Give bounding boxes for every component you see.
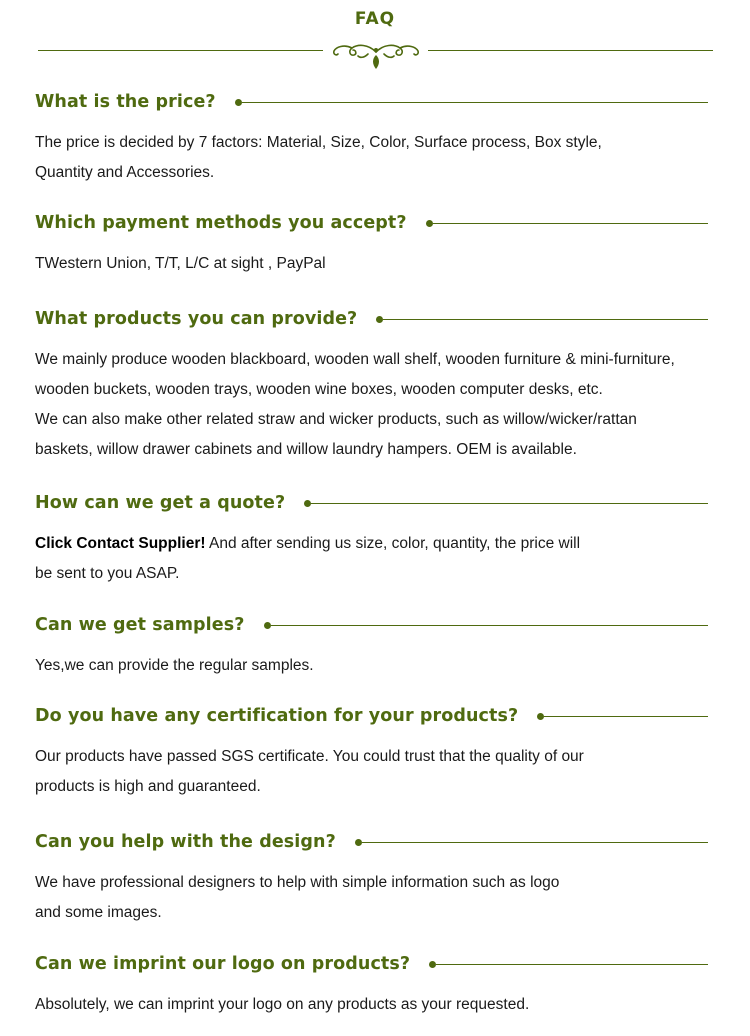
answer-text [35,249,750,279]
question-divider [544,716,708,717]
answer-line: TWestern Union, T/T, L/C at sight , PayPal [35,255,326,272]
answer-line: We have professional designers to help with simple information such as logo [35,874,560,891]
question-divider [362,842,708,843]
bullet-dot-icon [426,220,433,227]
answer-text [35,345,750,465]
question-row [35,952,750,976]
answer-line: We mainly produce wooden blackboard, wooden wall shelf, wooden furniture & mini-furniture, [35,351,675,368]
answer-text [35,742,750,802]
contact-supplier-link[interactable]: Click Contact Supplier! [35,535,206,552]
question-text: Can we get samples? [35,615,245,635]
header-divider-right [428,50,713,51]
bullet-dot-icon [264,622,271,629]
faq-item [35,90,750,188]
question-text: How can we get a quote? [35,493,286,513]
faq-item [35,491,750,589]
faq-item [35,613,750,681]
bullet-dot-icon [376,316,383,323]
question-row [35,491,750,515]
question-text: What is the price? [35,92,216,112]
faq-header [0,0,750,80]
faq-item [35,307,750,465]
answer-text [35,529,750,589]
answer-text [35,128,750,188]
faq-item [35,211,750,279]
answer-line: wooden buckets, wooden trays, wooden wine boxes, wooden computer desks, etc. [35,381,603,398]
question-divider [383,319,708,320]
question-text: Can you help with the design? [35,832,336,852]
question-row [35,307,750,331]
question-row [35,613,750,637]
answer-text [35,651,750,681]
question-divider [433,223,708,224]
bullet-dot-icon [537,713,544,720]
faq-item [35,830,750,928]
bullet-dot-icon [355,839,362,846]
leaf-ornament-icon [328,36,424,72]
faq-item [35,952,750,1020]
answer-line: and some images. [35,904,162,921]
faq-item [35,704,750,802]
bullet-dot-icon [235,99,242,106]
answer-line: Yes,we can provide the regular samples. [35,657,314,674]
answer-line: Our products have passed SGS certificate. You could trust that the quality of our [35,748,584,765]
answer-text [35,868,750,928]
question-row [35,211,750,235]
question-divider [436,964,708,965]
question-divider [242,102,708,103]
answer-line: The price is decided by 7 factors: Material, Size, Color, Surface process, Box style, [35,134,602,151]
question-text: What products you can provide? [35,309,358,329]
question-row [35,830,750,854]
question-text: Do you have any certification for your products? [35,706,519,726]
answer-line: Quantity and Accessories. [35,164,215,181]
answer-line: Absolutely, we can imprint your logo on any products as your requested. [35,996,530,1013]
bullet-dot-icon [429,961,436,968]
answer-line: be sent to you ASAP. [35,565,180,582]
question-text: Can we imprint our logo on products? [35,954,411,974]
answer-line: We can also make other related straw and wicker products, such as willow/wicker/rattan [35,411,637,428]
question-divider [311,503,708,504]
question-divider [271,625,708,626]
question-text: Which payment methods you accept? [35,213,407,233]
page-title: FAQ [354,9,396,29]
question-row [35,90,750,114]
question-row [35,704,750,728]
bullet-dot-icon [304,500,311,507]
answer-text [35,990,750,1020]
answer-line: products is high and guaranteed. [35,778,261,795]
answer-line: baskets, willow drawer cabinets and willow laundry hampers. OEM is available. [35,441,577,458]
answer-line-text: And after sending us size, color, quantity, the price will [205,535,581,552]
header-divider-left [38,50,323,51]
answer-line [35,529,750,559]
